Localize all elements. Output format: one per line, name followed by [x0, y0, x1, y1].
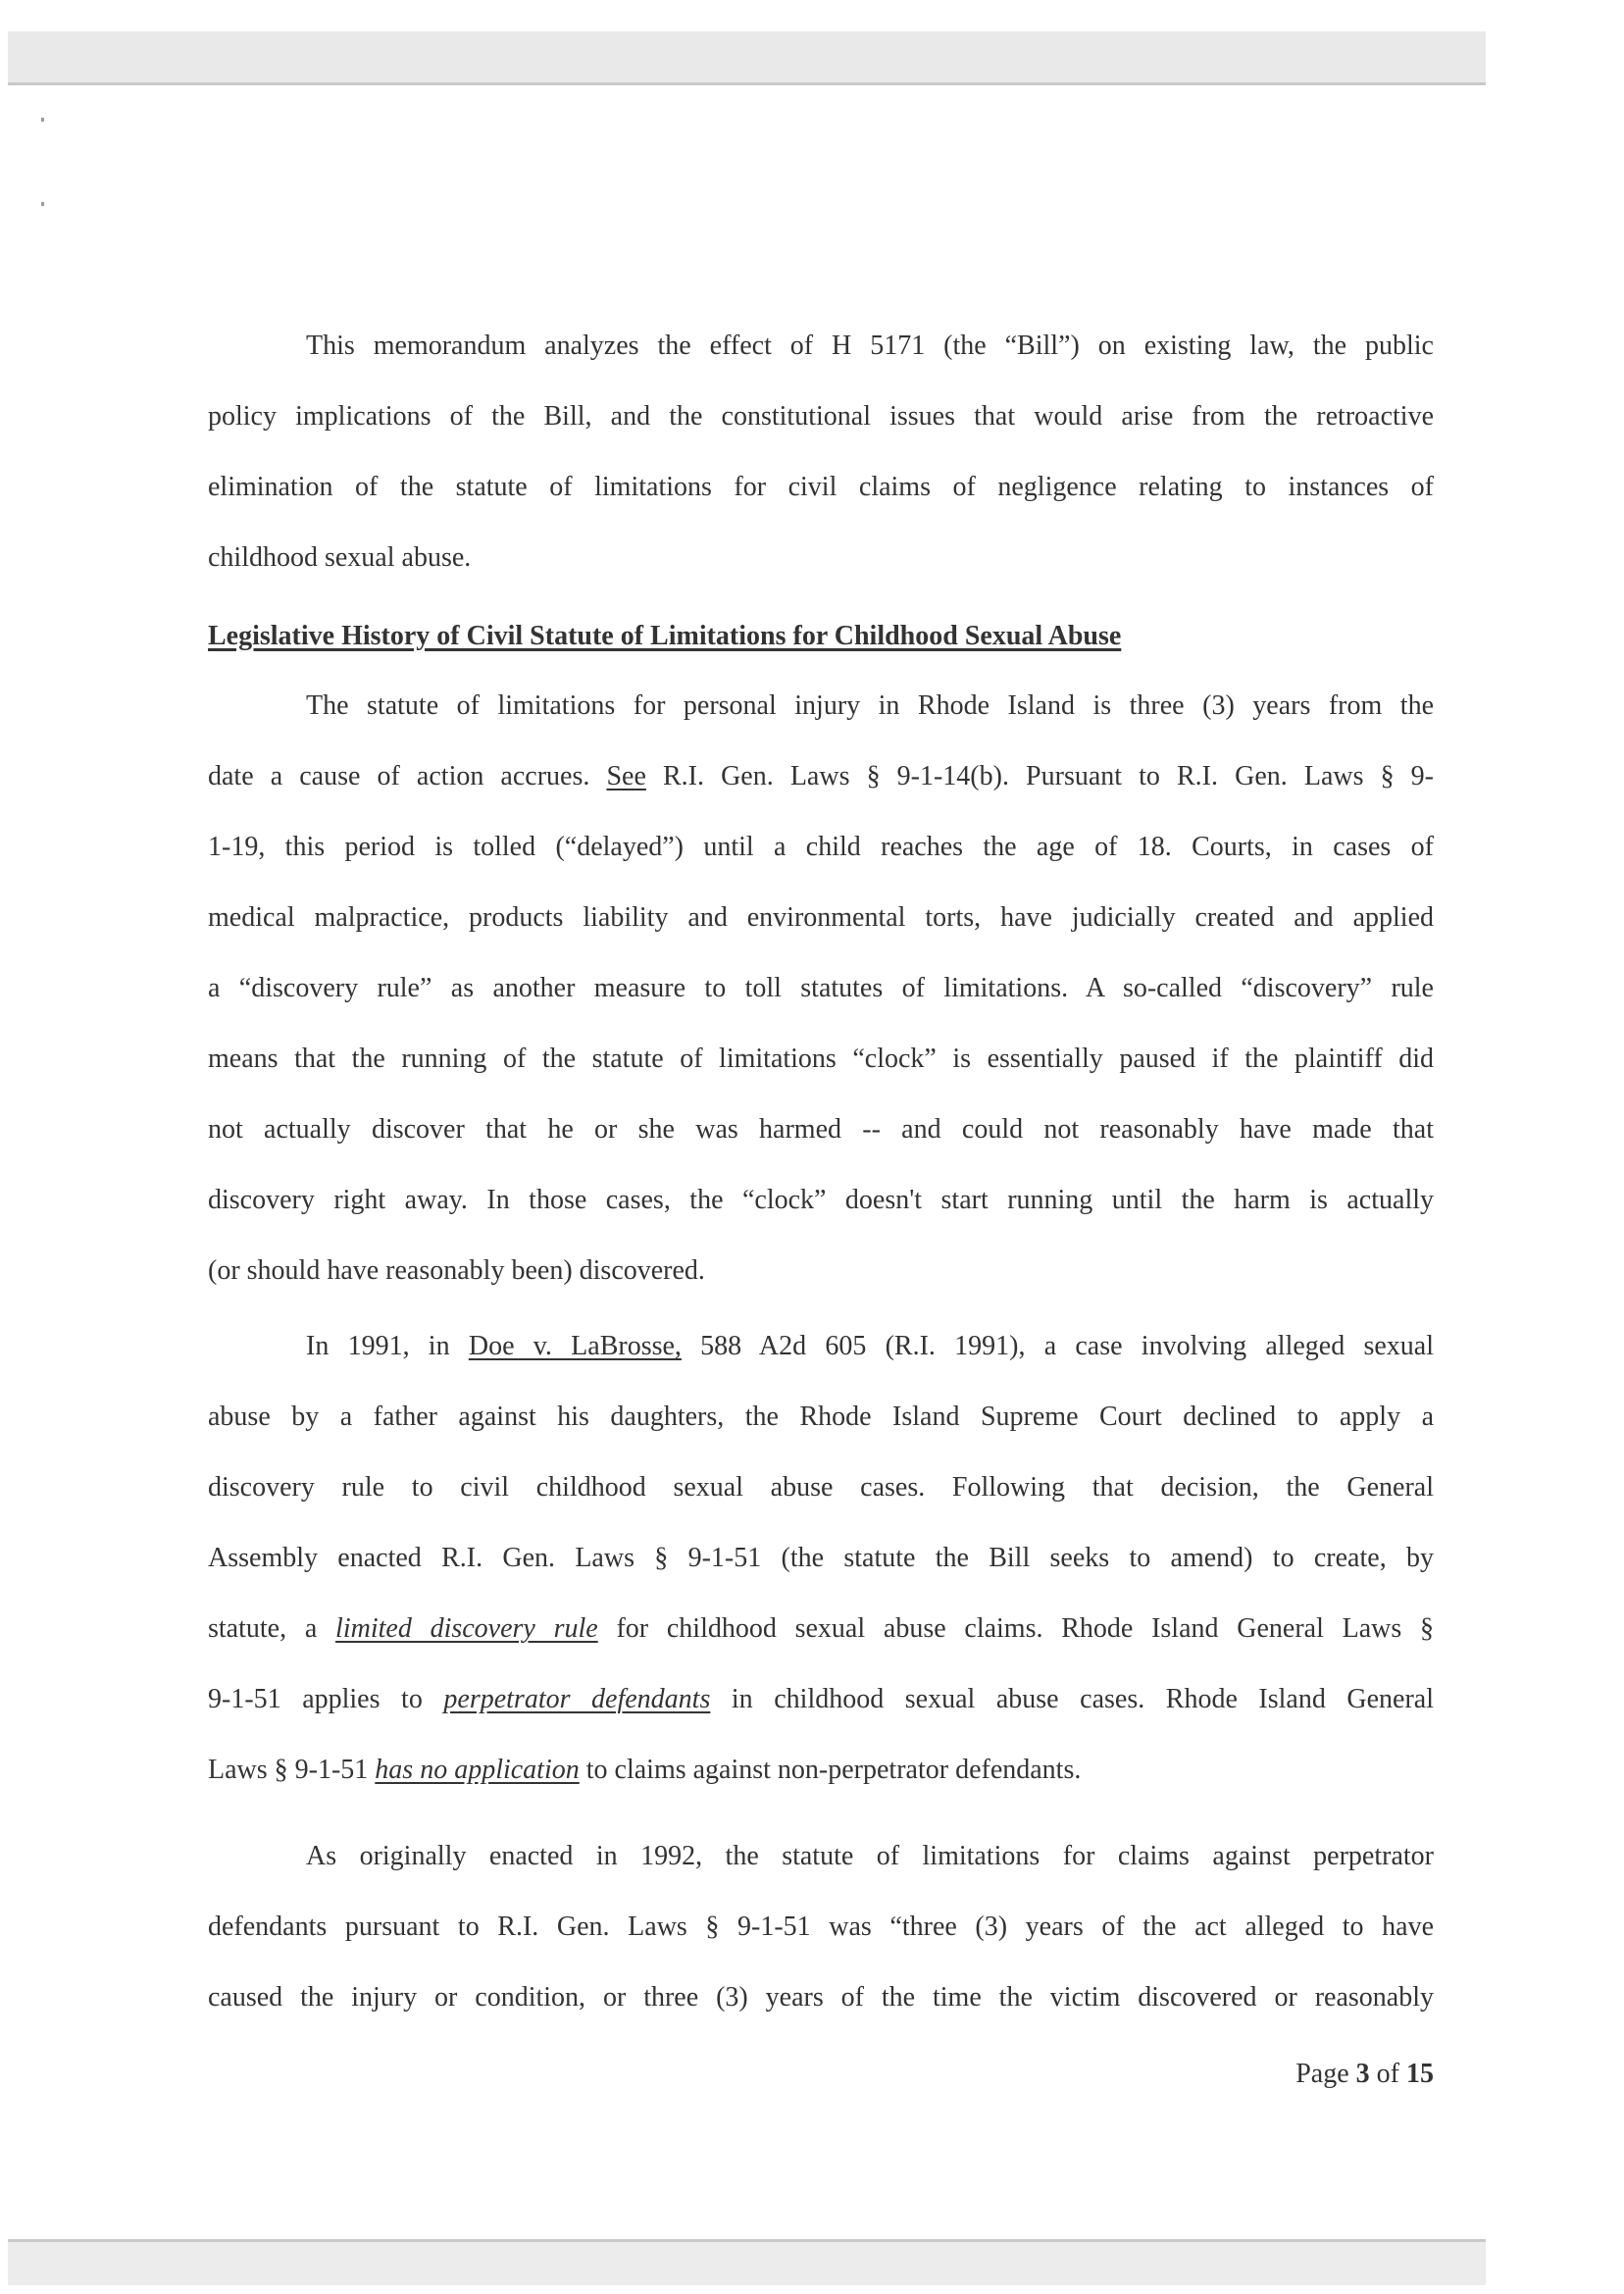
total-pages: 15	[1406, 2059, 1434, 2089]
text-line: elimination of the statute of limitations for civil claims of negligence relating to instances of	[208, 472, 1434, 502]
text-line: This memorandum analyzes the effect of H 5171 (the “Bill”) on existing law, the public	[306, 331, 1434, 361]
margin-mark	[41, 202, 44, 206]
text-segment: In 1991, in	[306, 1331, 450, 1361]
page-number-footer	[1295, 2058, 1434, 2091]
text-line: not actually discover that he or she was harmed -- and could not reasonably have made that	[208, 1114, 1434, 1145]
text-line: The statute of limitations for personal injury in Rhode Island is three (3) years from the	[306, 690, 1434, 721]
text-segment: to claims against non-perpetrator defendants.	[585, 1755, 1082, 1785]
emphasis-text: perpetrator defendants	[443, 1684, 711, 1714]
page-word: Page	[1295, 2059, 1349, 2089]
text-line: discovery right away. In those cases, the “clock” doesn't start running until the harm is actually	[208, 1185, 1434, 1215]
text-segment: R.I. Gen. Laws § 9-1-14(b). Pursuant to R.I. Gen. Laws § 9-	[663, 761, 1434, 791]
text-line: 1-19, this period is tolled (“delayed”) until a child reaches the age of 18. Courts, in cases of	[208, 832, 1434, 862]
text-segment: Laws § 9-1-51	[208, 1755, 369, 1785]
text-line	[306, 1330, 1434, 1363]
text-line: discovery rule to civil childhood sexual abuse cases. Following that decision, the General	[208, 1472, 1434, 1503]
of-word: of	[1376, 2059, 1399, 2089]
scan-footer-band	[8, 2239, 1486, 2285]
scan-header-band	[8, 31, 1486, 85]
text-line: As originally enacted in 1992, the statute of limitations for claims against perpetrator	[306, 1841, 1434, 1871]
section-heading: Legislative History of Civil Statute of Limitations for Childhood Sexual Abuse	[208, 621, 1122, 651]
margin-mark	[41, 118, 44, 122]
text-line	[208, 1754, 1434, 1787]
text-line: childhood sexual abuse.	[208, 542, 472, 573]
text-line: means that the running of the statute of limitations “clock” is essentially paused if the plaintiff did	[208, 1044, 1434, 1074]
current-page-number: 3	[1355, 2059, 1370, 2089]
text-line	[208, 760, 1434, 793]
emphasis-text: has no application	[375, 1755, 580, 1785]
citation-signal-see: See	[606, 761, 646, 791]
text-line	[208, 1683, 1434, 1716]
text-line: caused the injury or condition, or three (3) years of the time the victim discovered or reasonably	[208, 1982, 1434, 2013]
text-segment: statute, a	[208, 1613, 318, 1644]
case-citation: Doe v. LaBrosse,	[468, 1331, 682, 1361]
text-line: medical malpractice, products liability and environmental torts, have judicially created and applied	[208, 902, 1434, 933]
text-segment: 588 A2d 605 (R.I. 1991), a case involving alleged sexual	[700, 1331, 1434, 1361]
text-line: defendants pursuant to R.I. Gen. Laws § 9-1-51 was “three (3) years of the act alleged to have	[208, 1912, 1434, 1942]
text-line	[208, 1612, 1434, 1646]
text-line: a “discovery rule” as another measure to toll statutes of limitations. A so-called “discovery” rule	[208, 973, 1434, 1003]
text-line: (or should have reasonably been) discovered.	[208, 1255, 705, 1286]
text-line: Assembly enacted R.I. Gen. Laws § 9-1-51 (the statute the Bill seeks to amend) to create, by	[208, 1543, 1434, 1573]
text-segment: for childhood sexual abuse claims. Rhode Island General Laws §	[616, 1613, 1435, 1644]
text-segment: in childhood sexual abuse cases. Rhode Island General	[731, 1684, 1434, 1714]
text-segment: date a cause of action accrues.	[208, 761, 590, 791]
emphasis-text: limited discovery rule	[335, 1613, 598, 1644]
text-line: abuse by a father against his daughters, the Rhode Island Supreme Court declined to apply a	[208, 1402, 1434, 1432]
text-line: policy implications of the Bill, and the constitutional issues that would arise from the retroactive	[208, 401, 1434, 432]
text-segment: 9-1-51 applies to	[208, 1684, 423, 1714]
